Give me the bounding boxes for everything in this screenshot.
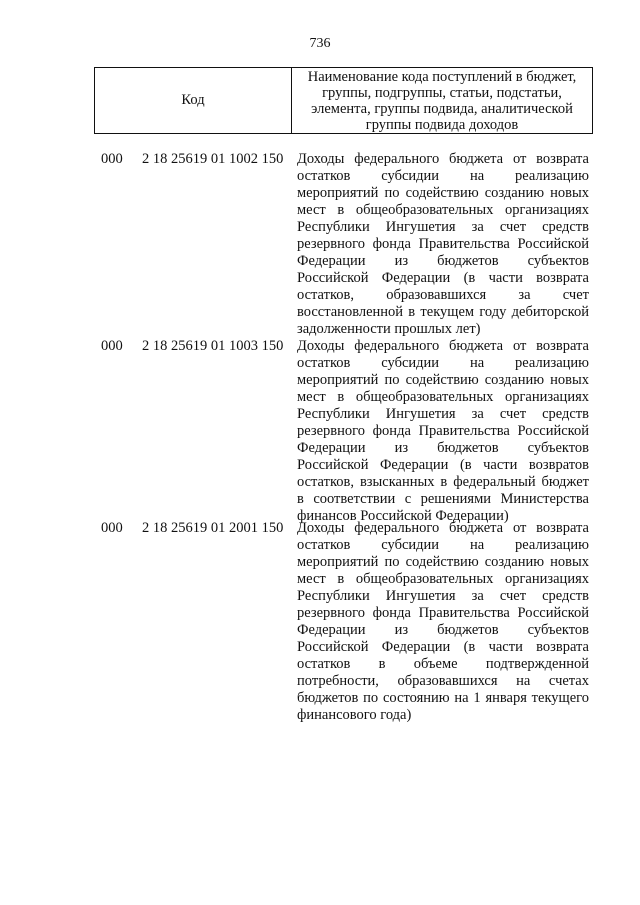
page-number: 736 <box>309 36 331 51</box>
description-line: Федерации из бюджетов субъектов <box>297 253 589 269</box>
description-line: Федерации из бюджетов субъектов <box>297 622 589 638</box>
revenue-description <box>297 520 589 724</box>
description-line: резервного фонда Правительства Российской <box>297 236 589 252</box>
description-line: Федерации из бюджетов субъектов <box>297 440 589 456</box>
revenue-description <box>297 151 589 338</box>
description-line: в соответствии с решениями Министерства <box>297 491 589 507</box>
description-line: остатков субсидии на реализацию <box>297 537 589 553</box>
revenue-description <box>297 338 589 525</box>
description-line: остатков субсидии на реализацию <box>297 355 589 371</box>
description-line: остатков в объеме подтвержденной <box>297 656 589 672</box>
description-line: остатков субсидии на реализацию <box>297 168 589 184</box>
description-line: бюджетов по состоянию на 1 января текущего <box>297 690 589 706</box>
entries-list <box>101 151 593 724</box>
description-line: Доходы федерального бюджета от возврата <box>297 151 589 167</box>
description-line: Республики Ингушетия за счет средств <box>297 588 589 604</box>
description-line: резервного фонда Правительства Российской <box>297 605 589 621</box>
description-line: остатков, взысканных в федеральный бюджет <box>297 474 589 490</box>
table-row <box>101 151 593 338</box>
description-line: мест в общеобразовательных организациях <box>297 389 589 405</box>
description-line: Российской Федерации (в части возврата <box>297 639 589 655</box>
admin-code: 000 <box>101 520 123 536</box>
description-line: Доходы федерального бюджета от возврата <box>297 338 589 354</box>
table-row <box>101 338 593 524</box>
table-header <box>94 67 593 134</box>
description-line: остатков, образовавшихся за счет <box>297 287 589 303</box>
description-line: резервного фонда Правительства Российской <box>297 423 589 439</box>
column-header-code: Код <box>95 68 292 133</box>
description-line: Российской Федерации (в части возврата <box>297 270 589 286</box>
table-row <box>101 520 593 724</box>
description-line: задолженности прошлых лет) <box>297 321 481 337</box>
description-line: финансового года) <box>297 707 412 723</box>
description-line: мероприятий по содействию созданию новых <box>297 185 589 201</box>
admin-code: 000 <box>101 338 123 354</box>
description-line: мест в общеобразовательных организациях <box>297 202 589 218</box>
description-line: Доходы федерального бюджета от возврата <box>297 520 589 536</box>
description-line: Республики Ингушетия за счет средств <box>297 406 589 422</box>
column-header-name: Наименование кода поступлений в бюджет, группы, подгруппы, статьи, подстатьи, элемента, группы подвида, аналитической группы подвида доходов <box>307 68 577 133</box>
description-line: финансов Российской Федерации) <box>297 508 509 524</box>
description-line: мероприятий по содействию созданию новых <box>297 554 589 570</box>
description-line: потребности, образовавшихся на счетах <box>297 673 589 689</box>
description-line: мест в общеобразовательных организациях <box>297 571 589 587</box>
description-line: Российской Федерации (в части возвратов <box>297 457 589 473</box>
revenue-code: 2 18 25619 01 1003 150 <box>142 338 284 354</box>
description-line: Республики Ингушетия за счет средств <box>297 219 589 235</box>
revenue-code: 2 18 25619 01 2001 150 <box>142 520 284 536</box>
revenue-code: 2 18 25619 01 1002 150 <box>142 151 284 167</box>
admin-code: 000 <box>101 151 123 167</box>
description-line: мероприятий по содействию созданию новых <box>297 372 589 388</box>
description-line: восстановленной в текущем году дебиторской <box>297 304 589 320</box>
